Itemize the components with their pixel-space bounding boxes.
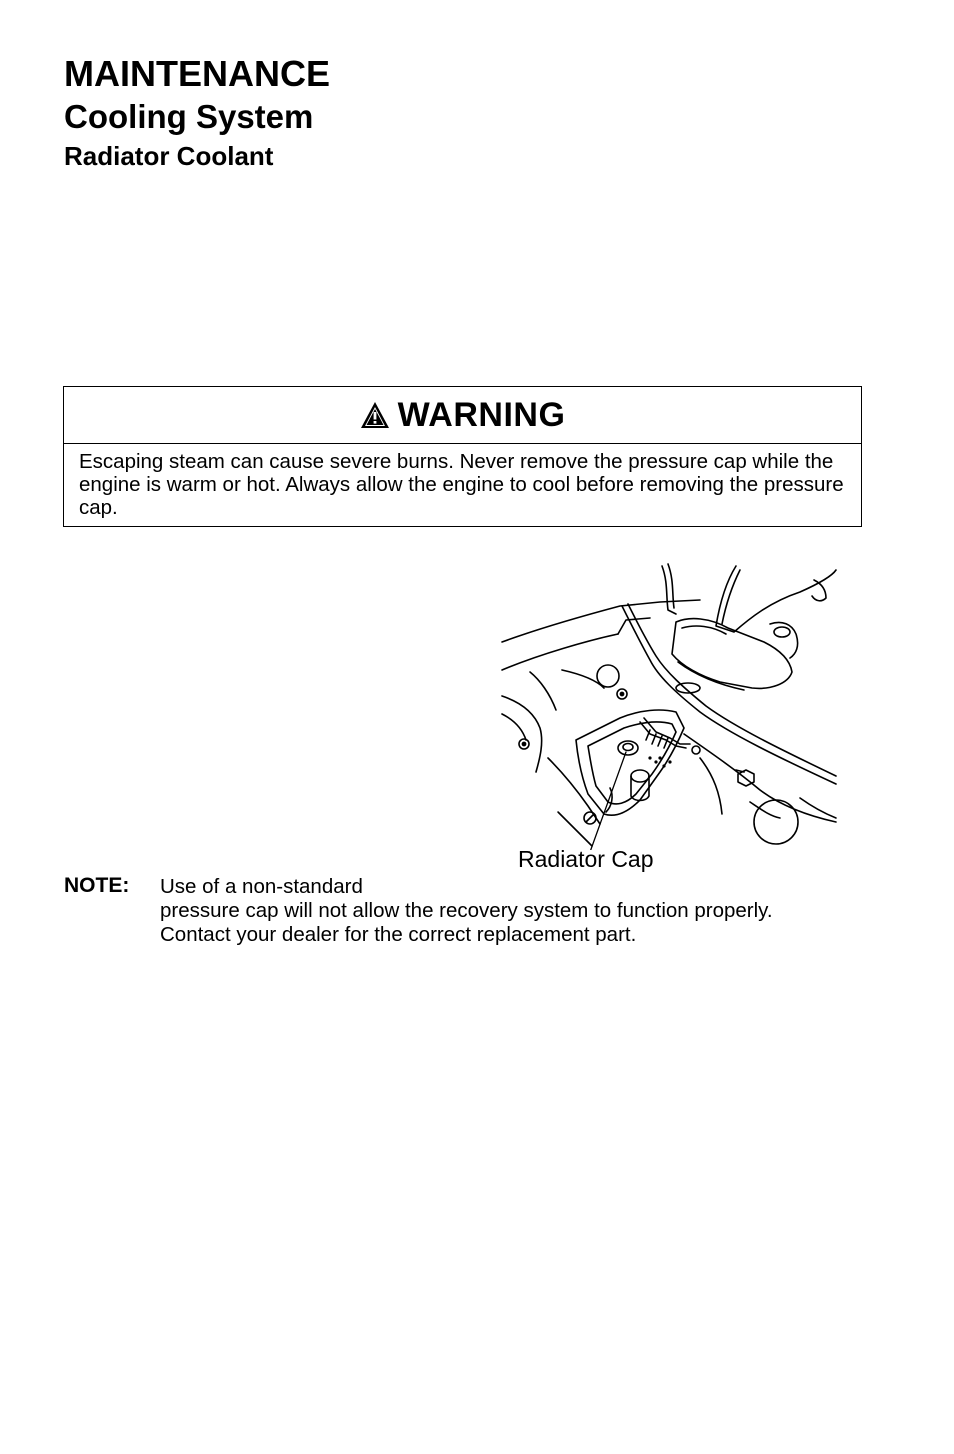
note-text-line1: Use of a non-standard — [160, 875, 363, 898]
page-title: Cooling System — [64, 98, 314, 135]
note-text-line2: pressure cap will not allow the recovery system to function properly. — [160, 899, 773, 922]
warning-text: Escaping steam can cause severe burns. Never remove the pressure cap while the engine is warm or hot. Always allow the engine to cool before removing the pressure cap. — [79, 450, 844, 519]
radiator-cap-illustration — [500, 562, 840, 850]
note-text-line3: Contact your dealer for the correct replacement part. — [160, 923, 637, 946]
warning-box — [63, 386, 862, 527]
warning-triangle-icon — [360, 401, 390, 429]
warning-header — [64, 387, 861, 444]
note-text-continuation — [160, 899, 880, 947]
note-label: NOTE: — [64, 874, 130, 897]
page-subtitle: Radiator Coolant — [64, 141, 274, 171]
warning-title: WARNING — [397, 395, 566, 434]
figure-caption: Radiator Cap — [518, 846, 654, 872]
section-title: MAINTENANCE — [64, 53, 330, 94]
